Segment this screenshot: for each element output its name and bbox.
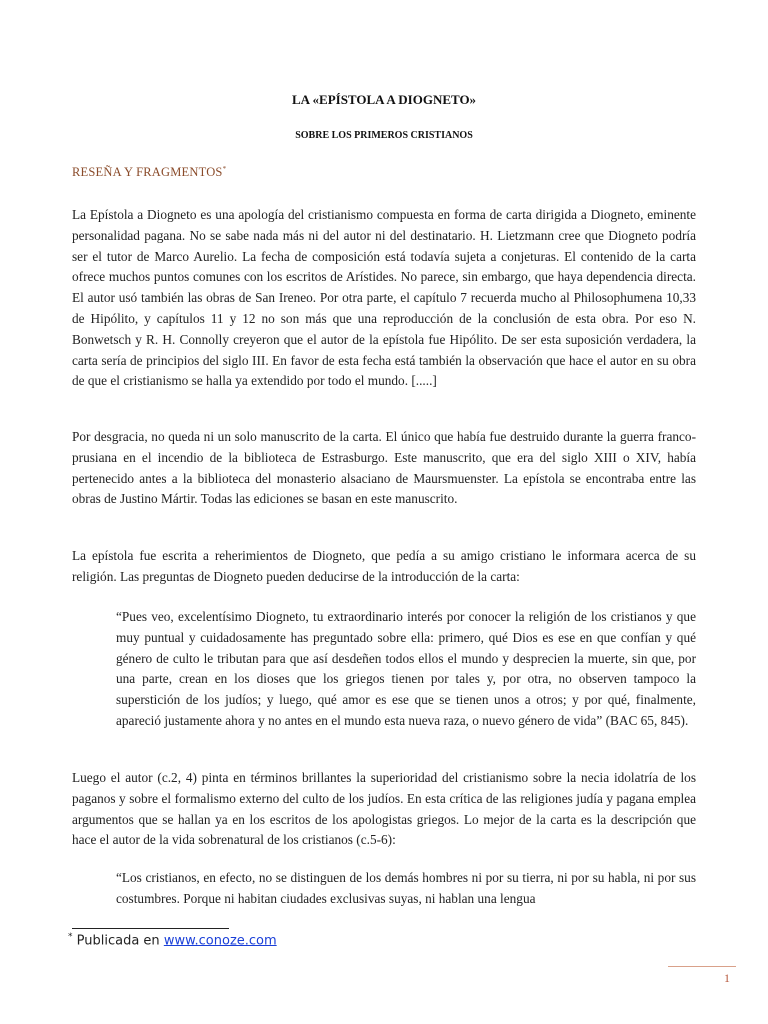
paragraph-critique: Luego el autor (c.2, 4) pinta en términos brillantes la superioridad del cristianismo sobre la necia idolatría de los paganos y sobre el formalismo externo del culto de los judíos. En esta crítica de las religiones judía y pagana emplea argumentos que se hallan ya en los escritos de los apologistas griegos. Lo mejor de la carta es la descripción que hace el autor de la vida sobrenatural de los cristianos (c.5-6): bbox=[72, 770, 696, 848]
document-subtitle: SOBRE LOS PRIMEROS CRISTIANOS bbox=[295, 130, 473, 141]
footnote-divider bbox=[72, 928, 229, 929]
section-heading bbox=[72, 165, 226, 180]
paragraph-intro: La Epístola a Diogneto es una apología del cristianismo compuesta en forma de carta dirigida a Diogneto, eminente personalidad pagana. No se sabe nada más ni del autor ni del destinatario. H. Lietzmann cree que Diogneto podría ser el tutor de Marco Aurelio. La fecha de composición está todavía sujeta a conjeturas. El contenido de la carta ofrece muchos puntos comunes con los escritos de Arístides. No parece, sin embargo, que haya dependencia directa. El autor usó también las obras de San Ireneo. Por otra parte, el capítulo 7 recuerda mucho al Philosophumena 10,33 de Hipólito, y capítulos 11 y 12 no son más que una reproducción de la conclusión de esta obra. Por eso N. Bonwetsch y R. H. Connolly creyeron que el autor de la epístola fue Hipólito. De ser esta suposición verdadera, la carta sería de principios del siglo III. En favor de esta fecha está también la observación que hace el autor en su obra de que el cristianismo se halla ya extendido por todo el mundo. [.....] bbox=[72, 207, 696, 389]
paragraph-manuscript: Por desgracia, no queda ni un solo manuscrito de la carta. El único que había fue destruido durante la guerra franco-prusiana en el incendio de la biblioteca de Estrasburgo. Este manuscrito, que era del siglo XIII o XIV, había pertenecido antes a la biblioteca del monasterio alsaciano de Maursmuenster. La epístola se encontraba entre las obras de Justino Mártir. Todas las ediciones se basan en este manuscrito. bbox=[72, 429, 696, 507]
block-quote-diogneto: “Pues veo, excelentísimo Diogneto, tu extraordinario interés por conocer la religión de los cristianos y que muy puntual y cuidadosamente has preguntado sobre ella: primero, qué Dios es ese en que confían y qué género de culto le tributan para que así desdeñen todos ellos el mundo y desprecien la muerte, sin que, por una parte, crean en los dioses que los griegos tienen por tales y, por otra, no observen tampoco la superstición de los judíos; y luego, qué amor es ese que se tienen unos a otros; y por qué, finalmente, apareció justamente ahora y no antes en el mundo esta nueva raza, o nuevo género de vida” (BAC 65, 845). bbox=[116, 609, 696, 728]
paragraph-purpose: La epístola fue escrita a reherimientos de Diogneto, que pedía a su amigo cristiano le informara acerca de su religión. Las preguntas de Diogneto pueden deducirse de la introducción de la carta: bbox=[72, 548, 696, 584]
document-title: LA «EPÍSTOLA A DIOGNETO» bbox=[291, 92, 477, 107]
footnote-link[interactable]: www.conoze.com bbox=[163, 933, 277, 949]
footnote-prefix: Publicada en bbox=[76, 933, 164, 949]
page-number-rule bbox=[668, 966, 736, 967]
page-number: 1 bbox=[724, 971, 730, 985]
footnote bbox=[68, 932, 277, 948]
footnote-mark: * bbox=[68, 932, 73, 942]
block-quote-cristianos: “Los cristianos, en efecto, no se distinguen de los demás hombres ni por su tierra, ni por su habla, ni por sus costumbres. Porque ni habitan ciudades exclusivas suyas, ni hablan una lengua bbox=[116, 870, 696, 906]
section-heading-text: RESEÑA Y FRAGMENTOS bbox=[72, 165, 223, 180]
footnote-reference[interactable]: * bbox=[222, 165, 227, 173]
